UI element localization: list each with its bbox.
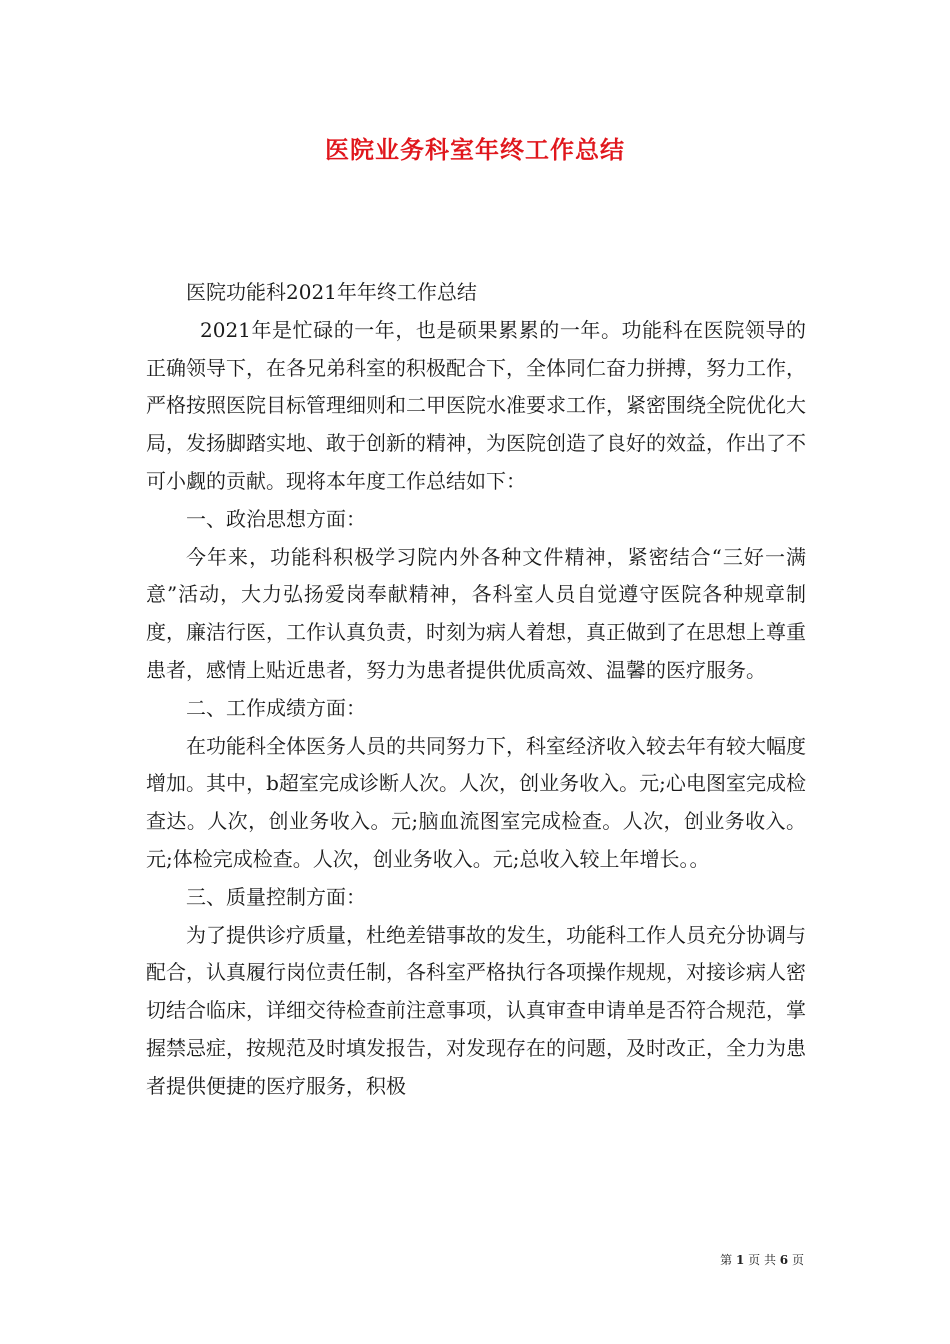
document-title: 医院业务科室年终工作总结: [325, 136, 625, 164]
section-heading-quality: 三、质量控制方面：: [186, 884, 366, 909]
footer-suffix: 页: [791, 1253, 804, 1267]
section-heading-achievements: 二、工作成绩方面：: [186, 695, 366, 720]
intro-paragraph: 2021年是忙碌的一年，也是硕果累累的一年。功能科在医院领导的正确领导下，在各兄弟科室的积极配合下，全体同仁奋力拼搏，努力工作，严格按照医院目标管理细则和二甲医院水准要求工作，紧密围绕全院优化大局，发扬脚踏实地、敢于创新的精神，为医院创造了良好的效益，作出了不可小觑的贡献。现将本年度工作总结如下：: [146, 317, 806, 493]
footer-prefix: 第: [720, 1253, 733, 1267]
subtitle-paragraph: 医院功能科2021年年终工作总结: [186, 280, 477, 304]
section-heading-politics: 一、政治思想方面：: [186, 506, 366, 531]
footer-current-page: 1: [735, 1253, 745, 1267]
footer-middle: 页 共: [748, 1253, 776, 1267]
page-number-footer: [720, 1252, 804, 1268]
quality-paragraph: 为了提供诊疗质量，杜绝差错事故的发生，功能科工作人员充分协调与配合，认真履行岗位责任制，各科室严格执行各项操作规规，对接诊病人密切结合临床，详细交待检查前注意事项，认真审查申请单是否符合规范，掌握禁忌症，按规范及时填发报告，对发现存在的问题，及时改正，全力为患者提供便捷的医疗服务，积极: [146, 922, 806, 1098]
politics-paragraph: 今年来，功能科积极学习院内外各种文件精神，紧密结合“三好一满意”活动，大力弘扬爱岗奉献精神，各科室人员自觉遵守医院各种规章制度，廉洁行医，工作认真负责，时刻为病人着想，真正做到了在思想上尊重患者，感情上贴近患者，努力为患者提供优质高效、温馨的医疗服务。: [146, 544, 806, 682]
achievements-paragraph: 在功能科全体医务人员的共同努力下，科室经济收入较去年有较大幅度增加。其中，b超室完成诊断人次。人次，创业务收入。元;心电图室完成检查达。人次，创业务收入。元;脑血流图室完成检查。人次，创业务收入。元;体检完成检查。人次，创业务收入。元;总收入较上年增长。。: [146, 733, 806, 871]
footer-total-pages: 6: [779, 1253, 789, 1267]
document-body: [146, 274, 806, 1106]
